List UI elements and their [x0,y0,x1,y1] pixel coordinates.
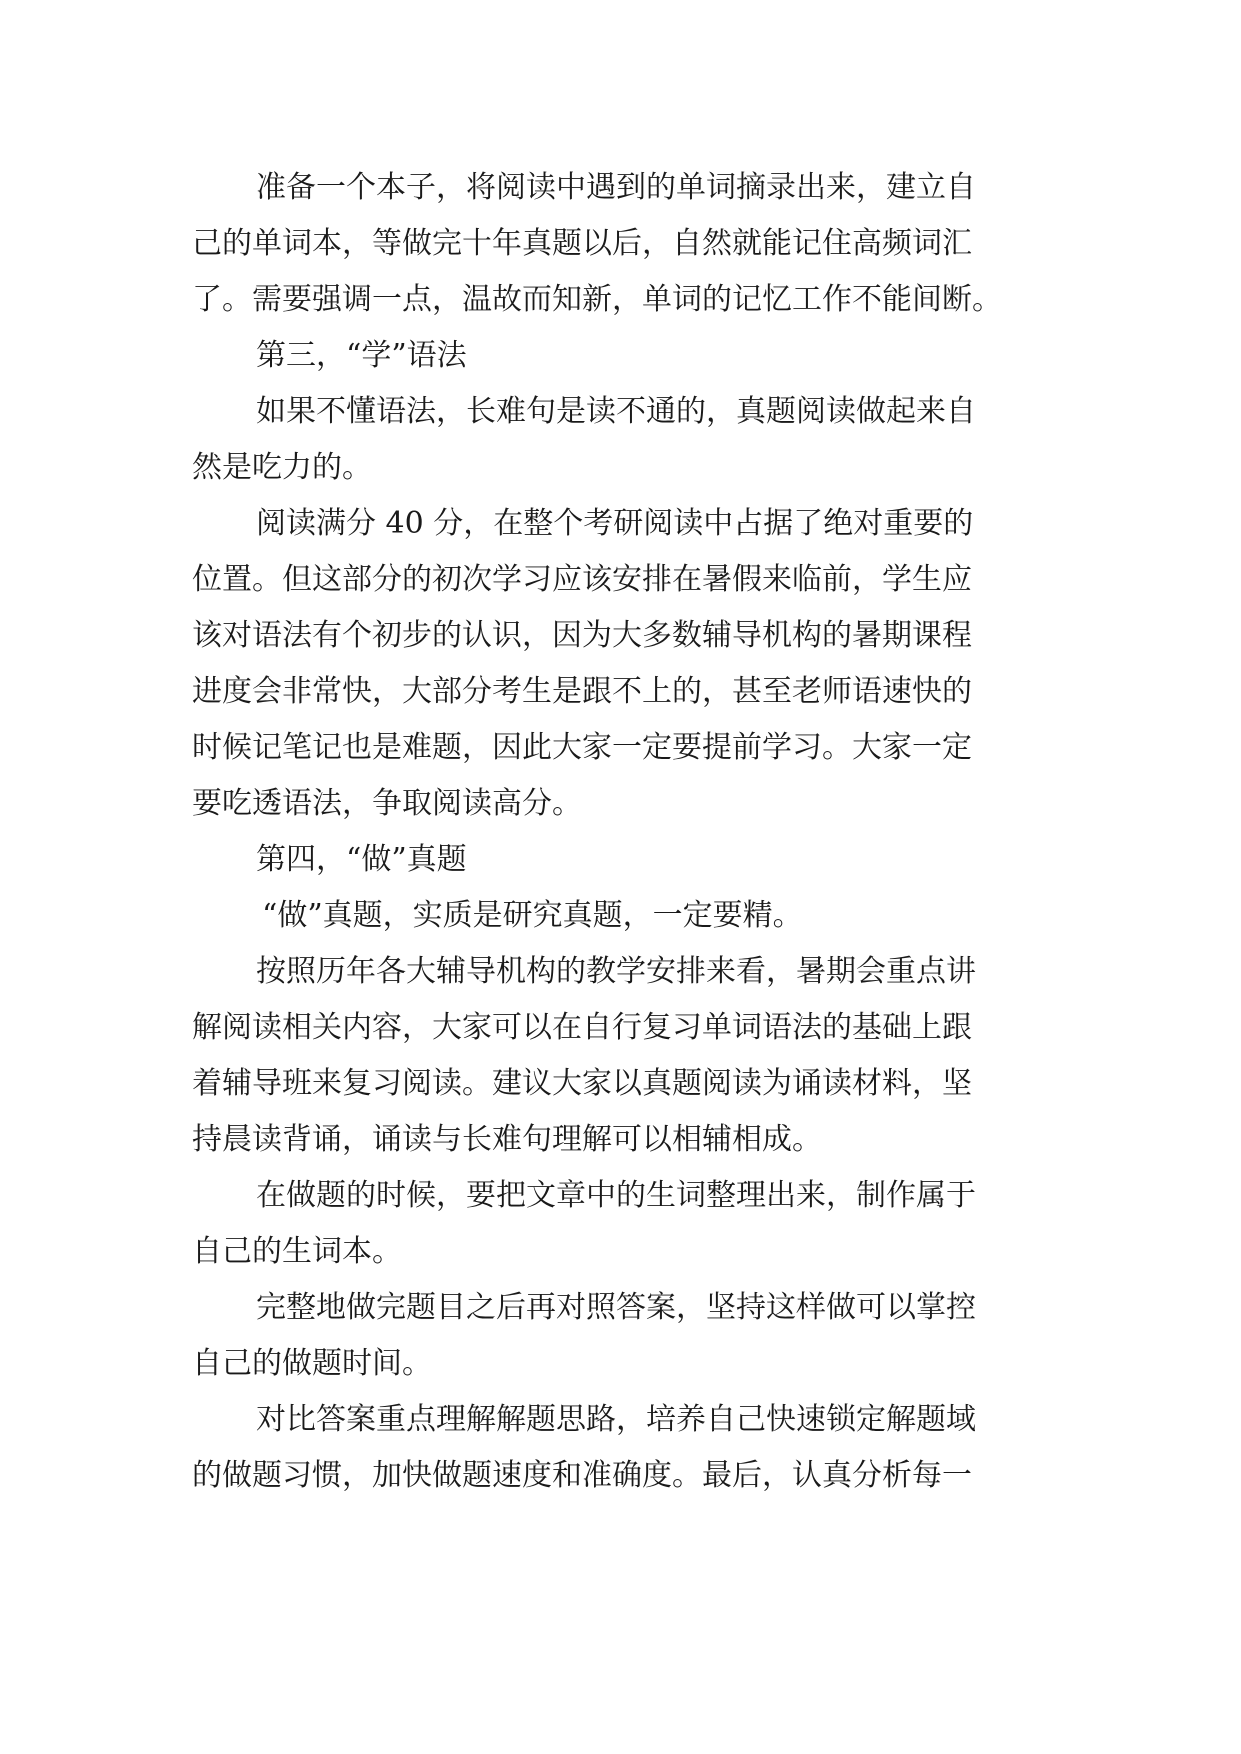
paragraph-line: 该对语法有个初步的认识，因为大多数辅导机构的暑期课程 [192,618,972,653]
paragraph-line: 准备一个本子，将阅读中遇到的单词摘录出来，建立自 [256,170,976,205]
paragraph-line: 位置。但这部分的初次学习应该安排在暑假来临前，学生应 [192,562,972,597]
paragraph-line: 然是吃力的。 [192,450,372,485]
paragraph-line: 解阅读相关内容，大家可以在自行复习单词语法的基础上跟 [192,1010,972,1045]
paragraph-line: 进度会非常快，大部分考生是跟不上的，甚至老师语速快的 [192,674,972,709]
paragraph-line: 时候记笔记也是难题，因此大家一定要提前学习。大家一定 [192,730,972,765]
paragraph-line: 如果不懂语法，长难句是读不通的，真题阅读做起来自 [256,394,976,429]
paragraph-line: 己的单词本，等做完十年真题以后，自然就能记住高频词汇 [192,226,972,261]
paragraph-line: 的做题习惯，加快做题速度和准确度。最后，认真分析每一 [192,1458,972,1493]
paragraph-line: “做”真题，实质是研究真题，一定要精。 [262,898,803,933]
section-heading: 第四，“做”真题 [256,842,467,877]
paragraph-line: 要吃透语法，争取阅读高分。 [192,786,582,821]
paragraph-line: 持晨读背诵，诵读与长难句理解可以相辅相成。 [192,1122,822,1157]
paragraph-line: 完整地做完题目之后再对照答案，坚持这样做可以掌控 [256,1290,976,1325]
paragraph-line: 了。需要强调一点，温故而知新，单词的记忆工作不能间断。 [192,282,1002,317]
paragraph-line: 自己的做题时间。 [192,1346,432,1381]
paragraph-line: 在做题的时候，要把文章中的生词整理出来，制作属于 [256,1178,976,1213]
paragraph-line: 对比答案重点理解解题思路，培养自己快速锁定解题域 [256,1402,976,1437]
section-heading: 第三，“学”语法 [256,338,467,373]
paragraph-line: 阅读满分 40 分，在整个考研阅读中占据了绝对重要的 [256,506,974,541]
paragraph-line: 按照历年各大辅导机构的教学安排来看，暑期会重点讲 [256,954,976,989]
paragraph-line: 着辅导班来复习阅读。建议大家以真题阅读为诵读材料，坚 [192,1066,972,1101]
paragraph-line: 自己的生词本。 [192,1234,402,1269]
